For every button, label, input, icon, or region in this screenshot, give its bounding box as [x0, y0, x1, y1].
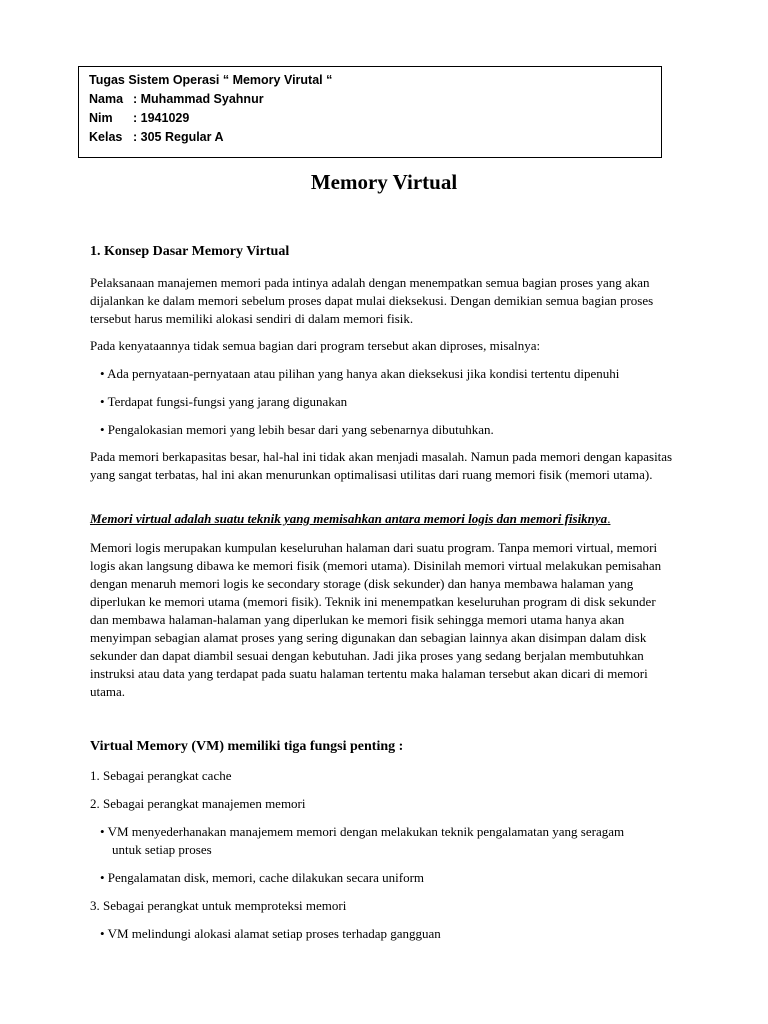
function-item-2: 2. Sebagai perangkat manajemen memori: [90, 796, 306, 811]
bullet-item: • Terdapat fungsi-fungsi yang jarang digunakan: [100, 394, 348, 409]
bullet-item: • VM melindungi alokasi alamat setiap proses terhadap gangguan: [100, 926, 441, 941]
name-row: [89, 90, 661, 109]
bullet-item: • Pengalokasian memori yang lebih besar dari yang sebenarnya dibutuhkan.: [100, 422, 494, 437]
class-value: : 305 Regular A: [133, 130, 224, 144]
section-2-heading: Virtual Memory (VM) memiliki tiga fungsi penting :: [90, 739, 404, 754]
paragraph-3: Pada memori berkapasitas besar, hal-hal ini tidak akan menjadi masalah. Namun pada memori dengan kapasitas yang sangat terbatas, hal ini akan menurunkan optimalisasi utilitas dari ruang memori fisik (memori utama).: [90, 449, 673, 482]
header-box: [78, 66, 662, 158]
name-label: Nama: [89, 92, 124, 106]
paragraph-2: Pada kenyataannya tidak semua bagian dari program tersebut akan diproses, misalnya:: [90, 338, 541, 353]
nim-value: : 1941029: [133, 111, 190, 125]
section-1-heading: 1. Konsep Dasar Memory Virtual: [90, 244, 290, 259]
class-label: Kelas: [89, 130, 123, 144]
definition-text: Memori virtual adalah suatu teknik yang memisahkan antara memori logis dan memori fisiknya: [90, 511, 608, 526]
function-item-3: 3. Sebagai perangkat untuk memproteksi memori: [90, 898, 347, 913]
bullet-item: • Ada pernyataan-pernyataan atau pilihan yang hanya akan dieksekusi jika kondisi tertentu dipenuhi: [100, 366, 620, 381]
paragraph-1: Pelaksanaan manajemen memori pada intinya adalah dengan menempatkan semua bagian proses yang akan dijalankan ke dalam memori sebelum proses dapat mulai dieksekusi. Dengan demikian semua bagian proses tersebut harus memiliki alokasi sendiri di dalam memori fisik.: [90, 275, 654, 326]
paragraph-4: Memori logis merupakan kumpulan keseluruhan halaman dari suatu program. Tanpa memori virtual, memori logis akan langsung dibawa ke memori fisik (memori utama). Disinilah memori virtual melakukan pemisahan dengan menaruh memori logis ke secondary storage (disk sekunder) dan hanya membawa halaman yang diperlukan ke memori utama (memori fisik). Teknik ini menempatkan keseluruhan program di disk sekunder dan membawa halaman-halaman yang diperlukan ke memori fisik sehingga memori utama hanya akan menyimpan sebagian alamat proses yang sering digunakan dan sebagian lainnya akan disimpan dalam disk sekunder dan dapat diambil sesuai dengan kebutuhan. Jadi jika proses yang sedang berjalan membutuhkan instruksi atau data yang terdapat pada suatu halaman tertentu maka halaman tersebut akan dicari di memori utama.: [90, 540, 662, 699]
assignment-title: Tugas Sistem Operasi “ Memory Virutal “: [89, 73, 333, 87]
nim-label: Nim: [89, 111, 113, 125]
function-item-1: 1. Sebagai perangkat cache: [90, 768, 232, 783]
bullet-item-continuation: untuk setiap proses: [112, 842, 212, 857]
class-row: [89, 128, 661, 147]
definition-statement: [90, 511, 610, 527]
bullet-item: • Pengalamatan disk, memori, cache dilakukan secara uniform: [100, 870, 425, 885]
name-value: : Muhammad Syahnur: [133, 92, 264, 106]
definition-period: .: [607, 511, 611, 526]
nim-row: [89, 109, 661, 128]
document-title: Memory Virtual: [310, 170, 458, 194]
bullet-item: • VM menyederhanakan manajemem memori dengan melakukan teknik pengalamatan yang seragam: [100, 824, 625, 839]
